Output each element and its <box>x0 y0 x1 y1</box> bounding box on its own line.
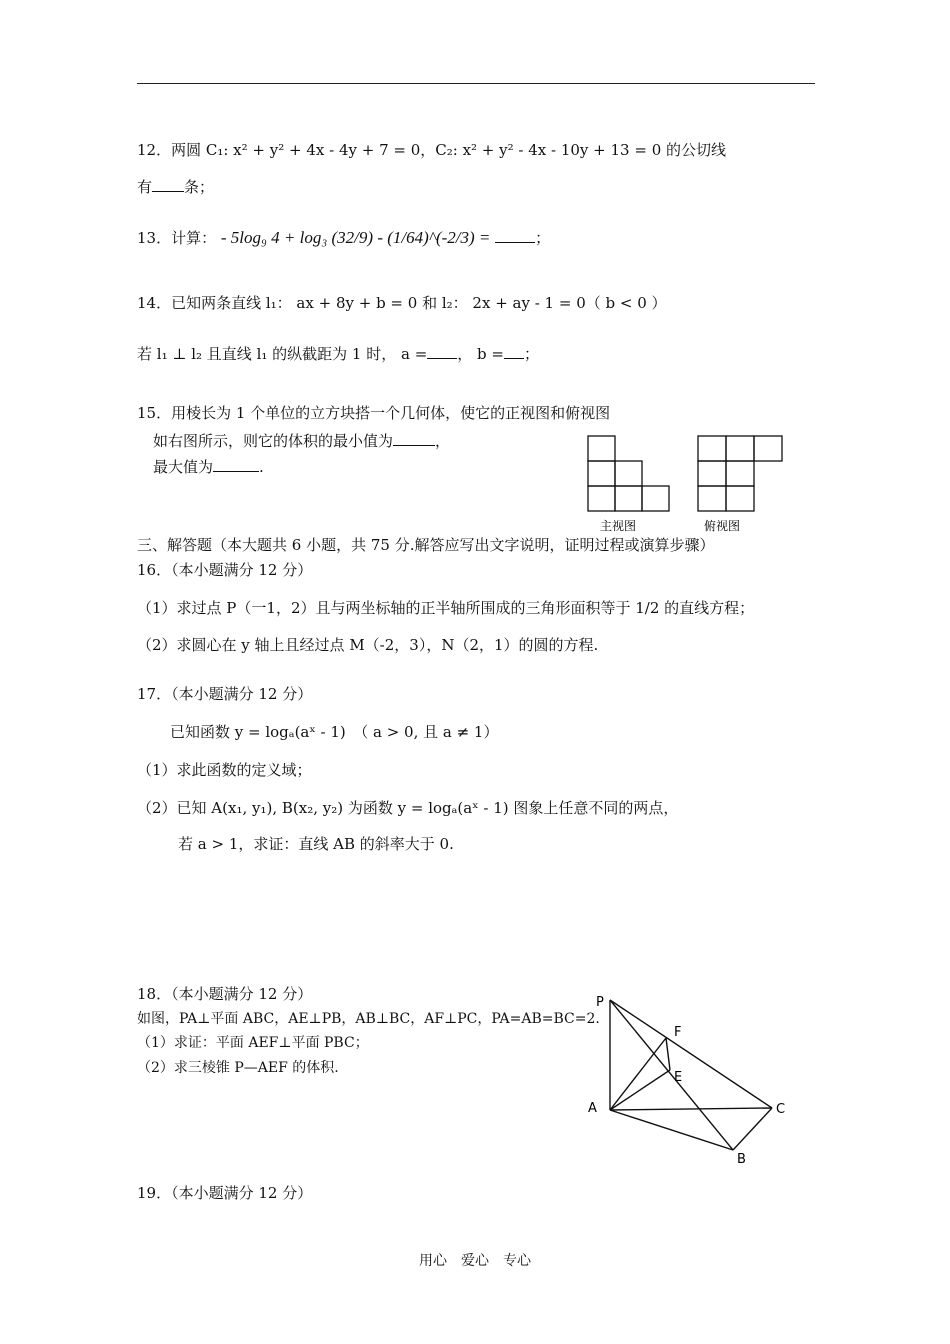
q15-max-blank[interactable] <box>213 457 259 472</box>
q13-prefix: 13．计算： <box>137 229 217 247</box>
top-view-grid <box>698 436 782 511</box>
q16-title: 16．（本小题满分 12 分） <box>137 561 313 579</box>
edge-BC <box>733 1108 772 1150</box>
q15-min-blank[interactable] <box>393 431 435 446</box>
edge-AB <box>610 1110 733 1150</box>
q14-line1: 14．已知两条直线 l₁： ax + 8y + b = 0 和 l₂： 2x + ay - 1 = 0（ b < 0 ） <box>137 294 667 312</box>
q12-answer-blank[interactable] <box>152 177 184 192</box>
q15-line3-post: . <box>259 458 264 476</box>
q15-line3 <box>153 457 264 477</box>
q17-part3: 若 a > 1，求证：直线 AB 的斜率大于 0. <box>178 835 454 853</box>
q15-line2 <box>153 431 450 451</box>
section3-heading: 三、解答题（本大题共 6 小题，共 75 分.解答应写出文字说明，证明过程或演算步骤） <box>137 536 715 554</box>
q12-line2-pre: 有 <box>137 178 153 196</box>
edge-AE <box>610 1070 670 1110</box>
q15-line2-pre: 如右图所示，则它的体积的最小值为 <box>153 432 394 450</box>
q18-title: 18．（本小题满分 12 分） <box>137 985 313 1003</box>
edge-AF <box>610 1038 666 1110</box>
edge-PC <box>610 1000 772 1108</box>
q17-part1: （1）求此函数的定义域； <box>137 761 312 779</box>
label-F: F <box>674 1025 682 1040</box>
label-B: B <box>737 1152 746 1167</box>
label-C: C <box>776 1102 786 1117</box>
label-P: P <box>596 995 604 1010</box>
q12-line2 <box>137 177 214 197</box>
q14-line2-post: ； <box>524 345 540 363</box>
q15-line3-pre: 最大值为 <box>153 458 214 476</box>
edge-AC <box>610 1108 772 1110</box>
front-view-label: 主视图 <box>600 519 637 533</box>
q14-line2-mid: ， b = <box>457 345 504 363</box>
q13-line <box>137 228 550 248</box>
q17-given: 已知函数 y = logₐ(aˣ - 1) （ a > 0, 且 a ≠ 1） <box>170 723 499 741</box>
top-view-label: 俯视图 <box>704 519 741 533</box>
q12-line2-post: 条； <box>184 178 215 196</box>
page-footer: 用心 爱心 专心 <box>419 1253 531 1269</box>
q16-part2: （2）求圆心在 y 轴上且经过点 M（-2，3），N（2，1）的圆的方程. <box>137 636 599 654</box>
q14-line2 <box>137 344 539 364</box>
q14-line2-pre: 若 l₁ ⊥ l₂ 且直线 l₁ 的纵截距为 1 时， a = <box>137 345 428 363</box>
q17-part2: （2）已知 A(x₁, y₁), B(x₂, y₂) 为函数 y = logₐ(aˣ - 1) 图象上任意不同的两点， <box>137 799 679 817</box>
q13-expression: - 5log₉ 4 + log₃ (32/9) - (1/64)^(-2/3) = <box>220 228 491 247</box>
q15-line1: 15．用棱长为 1 个单位的立方块搭一个几何体，使它的正视图和俯视图 <box>137 404 611 422</box>
q14-a-blank[interactable] <box>427 344 457 359</box>
q18-part2: （2）求三棱锥 P—AEF 的体积. <box>137 1060 339 1076</box>
q18-part1: （1）求证：平面 AEF⊥平面 PBC； <box>137 1035 369 1051</box>
q12-line1: 12．两圆 C₁: x² + y² + 4x - 4y + 7 = 0，C₂: x² + y² - 4x - 10y + 13 = 0 的公切线 <box>137 141 727 159</box>
front-view-grid <box>588 436 669 511</box>
header-rule <box>137 83 815 84</box>
q15-line2-post: ， <box>435 432 451 450</box>
q16-part1: （1）求过点 P（一1，2）且与两坐标轴的正半轴所围成的三角形面积等于 1/2 的直线方程； <box>137 599 755 617</box>
q13-answer-blank[interactable] <box>495 228 535 243</box>
q18-pyramid-figure <box>580 990 800 1170</box>
q15-views-figure <box>580 428 800 543</box>
q13-suffix: ； <box>535 229 551 247</box>
edge-PB <box>610 1000 733 1150</box>
q14-b-blank[interactable] <box>504 344 524 359</box>
label-E: E <box>674 1070 683 1085</box>
q19-title: 19．（本小题满分 12 分） <box>137 1184 313 1202</box>
q18-given: 如图，PA⊥平面 ABC，AE⊥PB，AB⊥BC，AF⊥PC，PA=AB=BC=2. <box>137 1011 600 1027</box>
q17-title: 17．（本小题满分 12 分） <box>137 685 313 703</box>
edge-EF <box>666 1038 670 1070</box>
label-A: A <box>588 1101 597 1116</box>
